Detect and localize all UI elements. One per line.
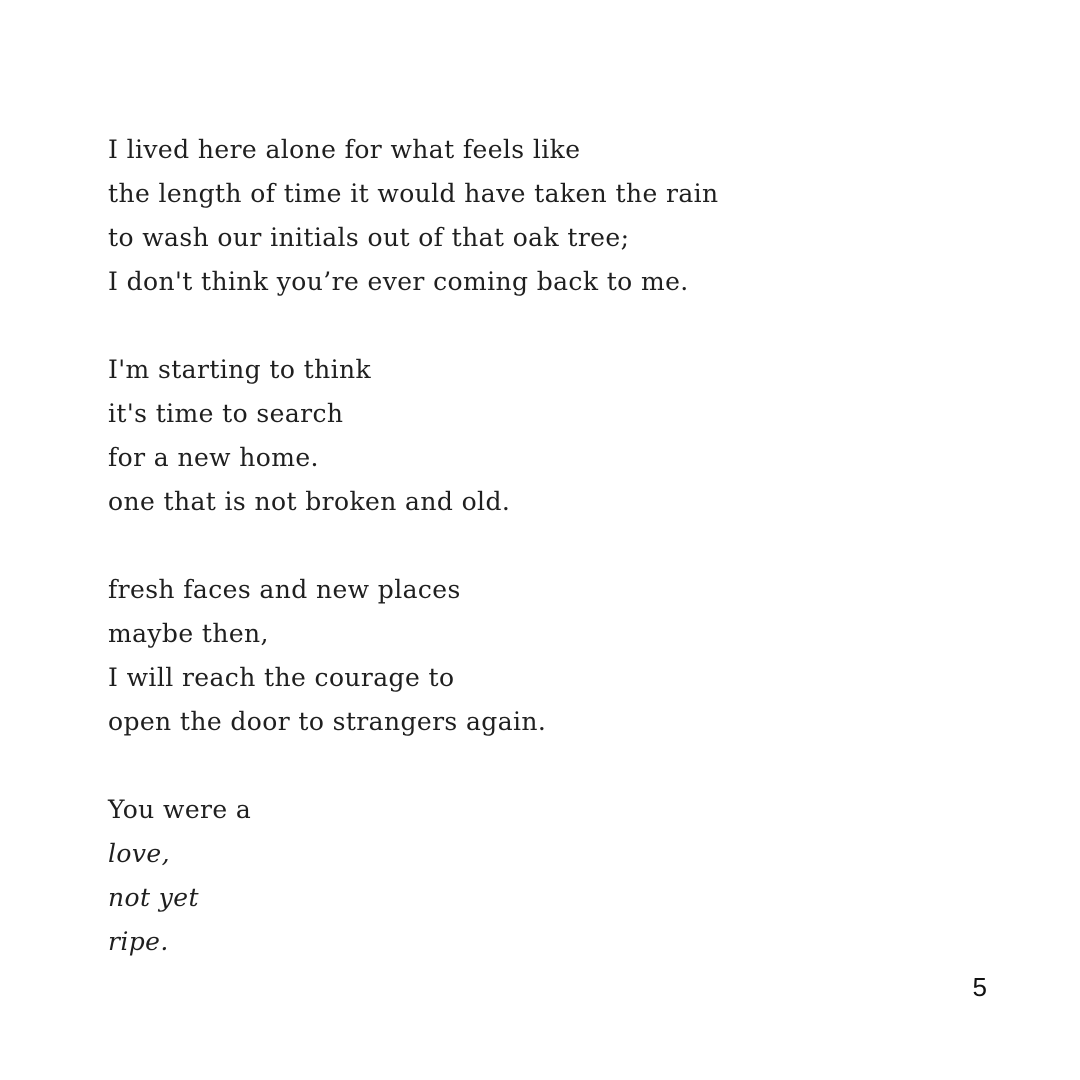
page-number: 5: [972, 972, 987, 1002]
poem-line: maybe then,: [108, 619, 269, 648]
poem-line-italic: ripe.: [108, 927, 169, 956]
poem-line: I'm starting to think: [108, 355, 372, 384]
poem-line: You were a: [108, 795, 252, 824]
stanza-3: [108, 568, 968, 744]
poem-line: I will reach the courage to: [108, 663, 455, 692]
poem-line: one that is not broken and old.: [108, 487, 511, 516]
poem-body: [108, 128, 968, 964]
stanza-1: [108, 128, 968, 304]
poem-line: I lived here alone for what feels like: [108, 135, 581, 164]
poem-line: I don't think you’re ever coming back to me.: [108, 267, 689, 296]
poem-line-italic: not yet: [108, 883, 199, 912]
stanza-4: [108, 788, 968, 964]
poem-line: the length of time it would have taken the rain: [108, 179, 719, 208]
poem-line: open the door to strangers again.: [108, 707, 547, 736]
poem-line: for a new home.: [108, 443, 319, 472]
poem-line: it's time to search: [108, 399, 344, 428]
poem-line: to wash our initials out of that oak tree;: [108, 223, 630, 252]
poem-line-italic: love,: [108, 839, 170, 868]
stanza-2: [108, 348, 968, 524]
poem-line: fresh faces and new places: [108, 575, 461, 604]
